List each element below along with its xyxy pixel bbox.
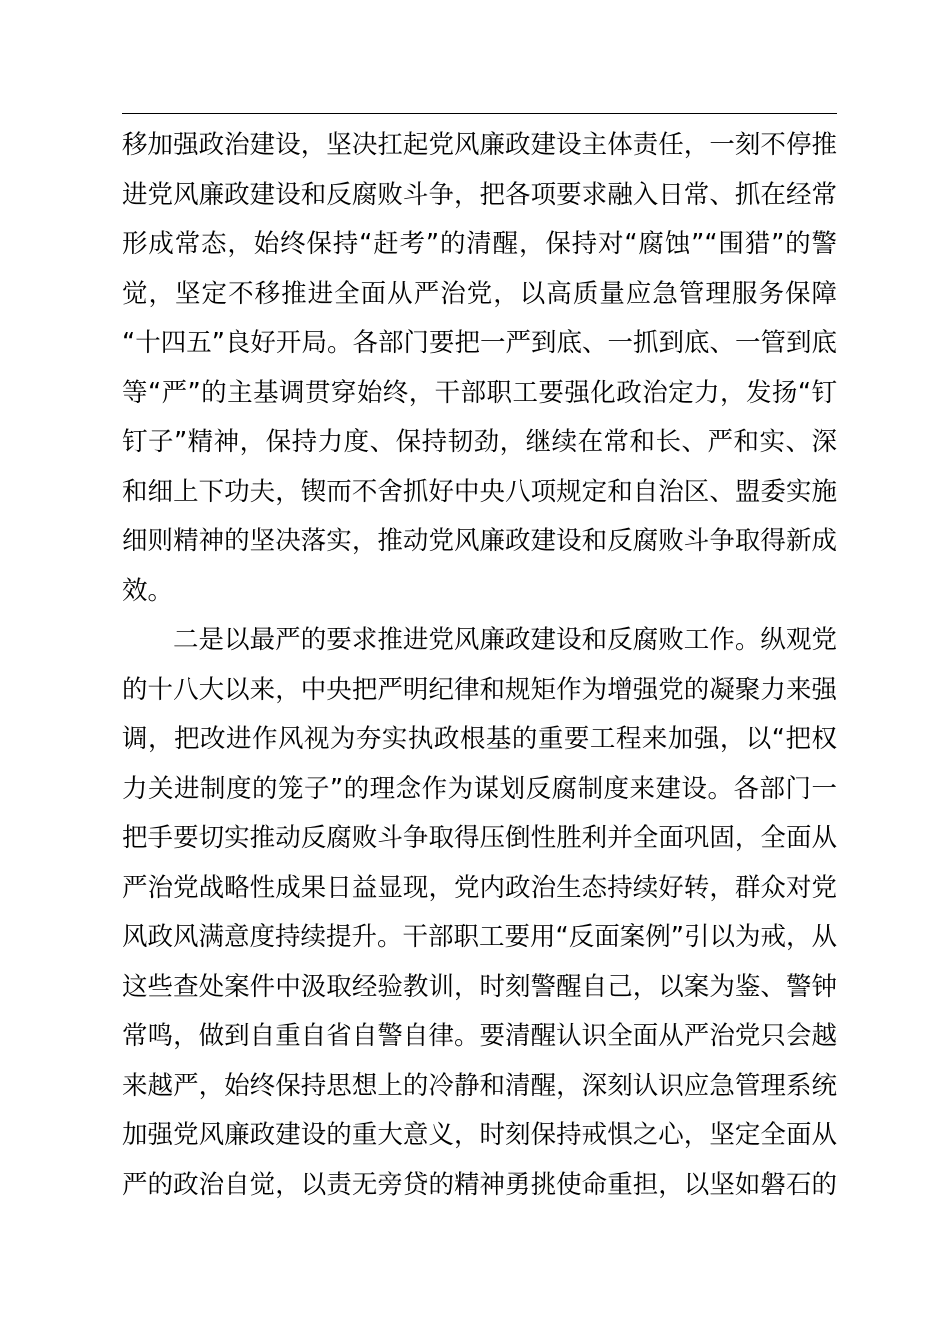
paragraph-line: 严的政治自觉，以责无旁贷的精神勇挑使命重担，以坚如磐石的 xyxy=(122,1169,837,1200)
header-rule xyxy=(122,113,837,114)
paragraph-line: 调，把改进作风视为夯实执政根基的重要工程来加强，以“把权 xyxy=(122,724,837,754)
paragraph-line: 常鸣，做到自重自省自警自律。要清醒认识全面从严治党只会越 xyxy=(122,1021,837,1051)
paragraph-line: 形成常态，始终保持“赶考”的清醒，保持对“腐蚀”“围猎”的警 xyxy=(122,229,837,259)
paragraph-line: 的十八大以来，中央把严明纪律和规矩作为增强党的凝聚力来强 xyxy=(122,674,837,705)
body-text xyxy=(122,121,837,1210)
paragraph-line: 来越严，始终保持思想上的冷静和清醒，深刻认识应急管理系统 xyxy=(122,1070,837,1101)
paragraph-line: 觉，坚定不移推进全面从严治党，以高质量应急管理服务保障 xyxy=(122,278,837,309)
paragraph-line: 把手要切实推动反腐败斗争取得压倒性胜利并全面巩固，全面从 xyxy=(122,823,837,853)
paragraph-2 xyxy=(122,616,837,1210)
paragraph-line: 严治党战略性成果日益显现，党内政治生态持续好转，群众对党 xyxy=(122,872,837,903)
paragraph-line: 钉子”精神，保持力度、保持韧劲，继续在常和长、严和实、深 xyxy=(122,427,837,457)
paragraph-1 xyxy=(122,121,837,616)
paragraph-line: 进党风廉政建设和反腐败斗争，把各项要求融入日常、抓在经常 xyxy=(122,179,837,210)
paragraph-line: 这些查处案件中汲取经验教训，时刻警醒自己，以案为鉴、警钟 xyxy=(122,971,837,1002)
paragraph-line: 二是以最严的要求推进党风廉政建设和反腐败工作。纵观党 xyxy=(173,625,837,655)
paragraph-line: 加强党风廉政建设的重大意义，时刻保持戒惧之心，坚定全面从 xyxy=(122,1120,837,1150)
paragraph-line: 效。 xyxy=(122,575,174,606)
paragraph-line: 和细上下功夫，锲而不舍抓好中央八项规定和自治区、盟委实施 xyxy=(122,476,837,507)
paragraph-line: 等“严”的主基调贯穿始终，干部职工要强化政治定力，发扬“钉 xyxy=(122,377,837,408)
paragraph-line: “十四五”良好开局。各部门要把一严到底、一抓到底、一管到底 xyxy=(122,328,837,358)
paragraph-line: 风政风满意度持续提升。干部职工要用“反面案例”引以为戒，从 xyxy=(122,922,837,952)
paragraph-line: 力关进制度的笼子”的理念作为谋划反腐制度来建设。各部门一 xyxy=(122,773,837,804)
paragraph-line: 移加强政治建设，坚决扛起党风廉政建设主体责任，一刻不停推 xyxy=(122,130,837,160)
paragraph-line: 细则精神的坚决落实，推动党风廉政建设和反腐败斗争取得新成 xyxy=(122,526,837,556)
